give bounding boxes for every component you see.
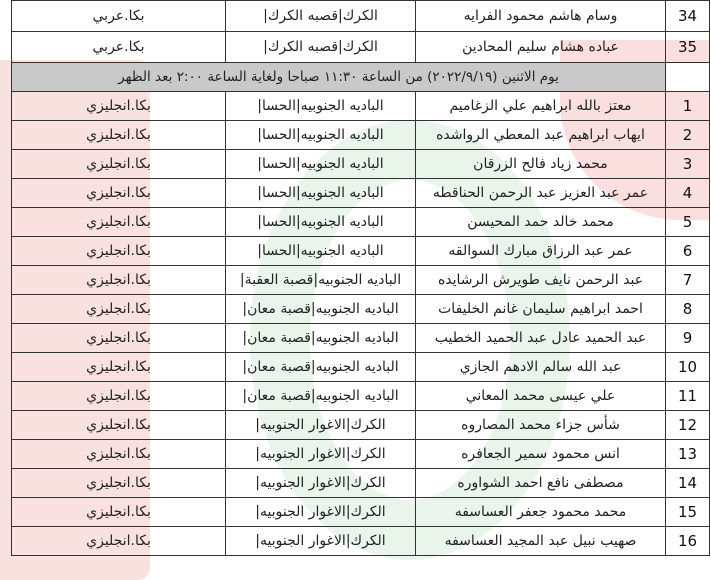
- candidate-name: مصطفى نافع احمد الشواوره: [416, 469, 666, 498]
- table-row: [12, 92, 710, 121]
- specialty: بكا.انجليزي: [12, 527, 226, 556]
- row-number: 6: [666, 237, 710, 266]
- specialty: بكا.انجليزي: [12, 382, 226, 411]
- directorate: الباديه الجنوبيه|قصبة معان|: [226, 382, 416, 411]
- candidate-name: عبد الله سالم الادهم الجازي: [416, 353, 666, 382]
- table-row: [12, 150, 710, 179]
- row-number: 1: [666, 92, 710, 121]
- row-number: 7: [666, 266, 710, 295]
- table-row: [12, 324, 710, 353]
- specialty: بكا.انجليزي: [12, 411, 226, 440]
- specialty: بكا.عربي: [12, 1, 226, 32]
- candidate-name: صهيب نبيل عبد المجيد العساسفه: [416, 527, 666, 556]
- directorate: الكرك|الاغوار الجنوبيه|: [226, 498, 416, 527]
- directorate: الباديه الجنوبيه|الحسا|: [226, 237, 416, 266]
- table-row: [12, 498, 710, 527]
- row-number: 10: [666, 353, 710, 382]
- table-row: [12, 237, 710, 266]
- specialty: بكا.انجليزي: [12, 498, 226, 527]
- row-number: 12: [666, 411, 710, 440]
- specialty: بكا.انجليزي: [12, 92, 226, 121]
- directorate: الباديه الجنوبيه|الحسا|: [226, 121, 416, 150]
- candidate-name: عمر عبد العزيز عبد الرحمن الحناقطه: [416, 179, 666, 208]
- row-number: 3: [666, 150, 710, 179]
- row-number: 16: [666, 527, 710, 556]
- candidate-name: محمد خالد حمد المحيسن: [416, 208, 666, 237]
- table-row: [12, 121, 710, 150]
- directorate: الباديه الجنوبيه|الحسا|: [226, 150, 416, 179]
- candidate-name: عبد الرحمن نايف طويرش الرشايده: [416, 266, 666, 295]
- candidate-name: محمد زياد فالح الزرقان: [416, 150, 666, 179]
- specialty: بكا.انجليزي: [12, 469, 226, 498]
- table-row: [12, 179, 710, 208]
- directorate: الباديه الجنوبيه|الحسا|: [226, 208, 416, 237]
- candidates-table: [11, 0, 710, 556]
- row-number: 4: [666, 179, 710, 208]
- row-number: 9: [666, 324, 710, 353]
- specialty: بكا.عربي: [12, 32, 226, 63]
- specialty: بكا.انجليزي: [12, 208, 226, 237]
- directorate: الباديه الجنوبيه|قصبة معان|: [226, 295, 416, 324]
- directorate: الكرك|الاغوار الجنوبيه|: [226, 440, 416, 469]
- directorate: الكرك|الاغوار الجنوبيه|: [226, 527, 416, 556]
- candidate-name: معتز بالله ابراهيم علي الزغاميم: [416, 92, 666, 121]
- table-row: [12, 527, 710, 556]
- table-row: [12, 411, 710, 440]
- specialty: بكا.انجليزي: [12, 266, 226, 295]
- candidate-name: ايهاب ابراهيم عبد المعطي الرواشده: [416, 121, 666, 150]
- directorate: الكرك|الاغوار الجنوبيه|: [226, 469, 416, 498]
- row-number: 11: [666, 382, 710, 411]
- directorate: الباديه الجنوبيه|الحسا|: [226, 92, 416, 121]
- row-number: 5: [666, 208, 710, 237]
- row-number: 8: [666, 295, 710, 324]
- directorate: الكرك|قصبه الكرك|: [226, 1, 416, 32]
- candidate-name: عمر عبد الرزاق مبارك السوالقه: [416, 237, 666, 266]
- directorate: الباديه الجنوبيه|الحسا|: [226, 179, 416, 208]
- candidate-name: عبد الحميد عادل عبد الحميد الخطيب: [416, 324, 666, 353]
- candidate-name: احمد ابراهيم سليمان غانم الخليفات: [416, 295, 666, 324]
- row-number: 13: [666, 440, 710, 469]
- row-number: 2: [666, 121, 710, 150]
- candidate-name: محمد محمود جعفر العساسفه: [416, 498, 666, 527]
- specialty: بكا.انجليزي: [12, 353, 226, 382]
- row-number: 15: [666, 498, 710, 527]
- candidate-name: وسام هاشم محمود الفرايه: [416, 1, 666, 32]
- candidate-name: علي عيسى محمد المعاني: [416, 382, 666, 411]
- directorate: الكرك|الاغوار الجنوبيه|: [226, 411, 416, 440]
- table-row: [12, 469, 710, 498]
- specialty: بكا.انجليزي: [12, 121, 226, 150]
- table-row: [12, 266, 710, 295]
- table-row: [12, 295, 710, 324]
- session-header-row: [12, 63, 710, 92]
- directorate: الباديه الجنوبيه|قصبة معان|: [226, 324, 416, 353]
- directorate: الباديه الجنوبيه|قصبة معان|: [226, 353, 416, 382]
- table-row: [12, 1, 710, 32]
- specialty: بكا.انجليزي: [12, 179, 226, 208]
- specialty: بكا.انجليزي: [12, 237, 226, 266]
- session-blank-cell: [666, 63, 710, 92]
- table-row: [12, 440, 710, 469]
- candidate-name: عباده هشام سليم المحادين: [416, 32, 666, 63]
- candidates-table-body: [12, 1, 710, 556]
- specialty: بكا.انجليزي: [12, 324, 226, 353]
- candidate-name: شأس جزاء محمد المصاروه: [416, 411, 666, 440]
- specialty: بكا.انجليزي: [12, 295, 226, 324]
- specialty: بكا.انجليزي: [12, 440, 226, 469]
- table-row: [12, 353, 710, 382]
- candidate-name: انس محمود سمير الجعافره: [416, 440, 666, 469]
- specialty: بكا.انجليزي: [12, 150, 226, 179]
- directorate: الكرك|قصبه الكرك|: [226, 32, 416, 63]
- session-label: يوم الاثنين (٢٠٢٢/٩/١٩) من الساعة ١١:٣٠ صباحا ولغاية الساعة ٢:٠٠ بعد الظهر: [12, 63, 666, 92]
- row-number: 35: [666, 32, 710, 63]
- table-row: [12, 32, 710, 63]
- directorate: الباديه الجنوبيه|قصبة العقبة|: [226, 266, 416, 295]
- row-number: 14: [666, 469, 710, 498]
- table-row: [12, 382, 710, 411]
- row-number: 34: [666, 1, 710, 32]
- table-row: [12, 208, 710, 237]
